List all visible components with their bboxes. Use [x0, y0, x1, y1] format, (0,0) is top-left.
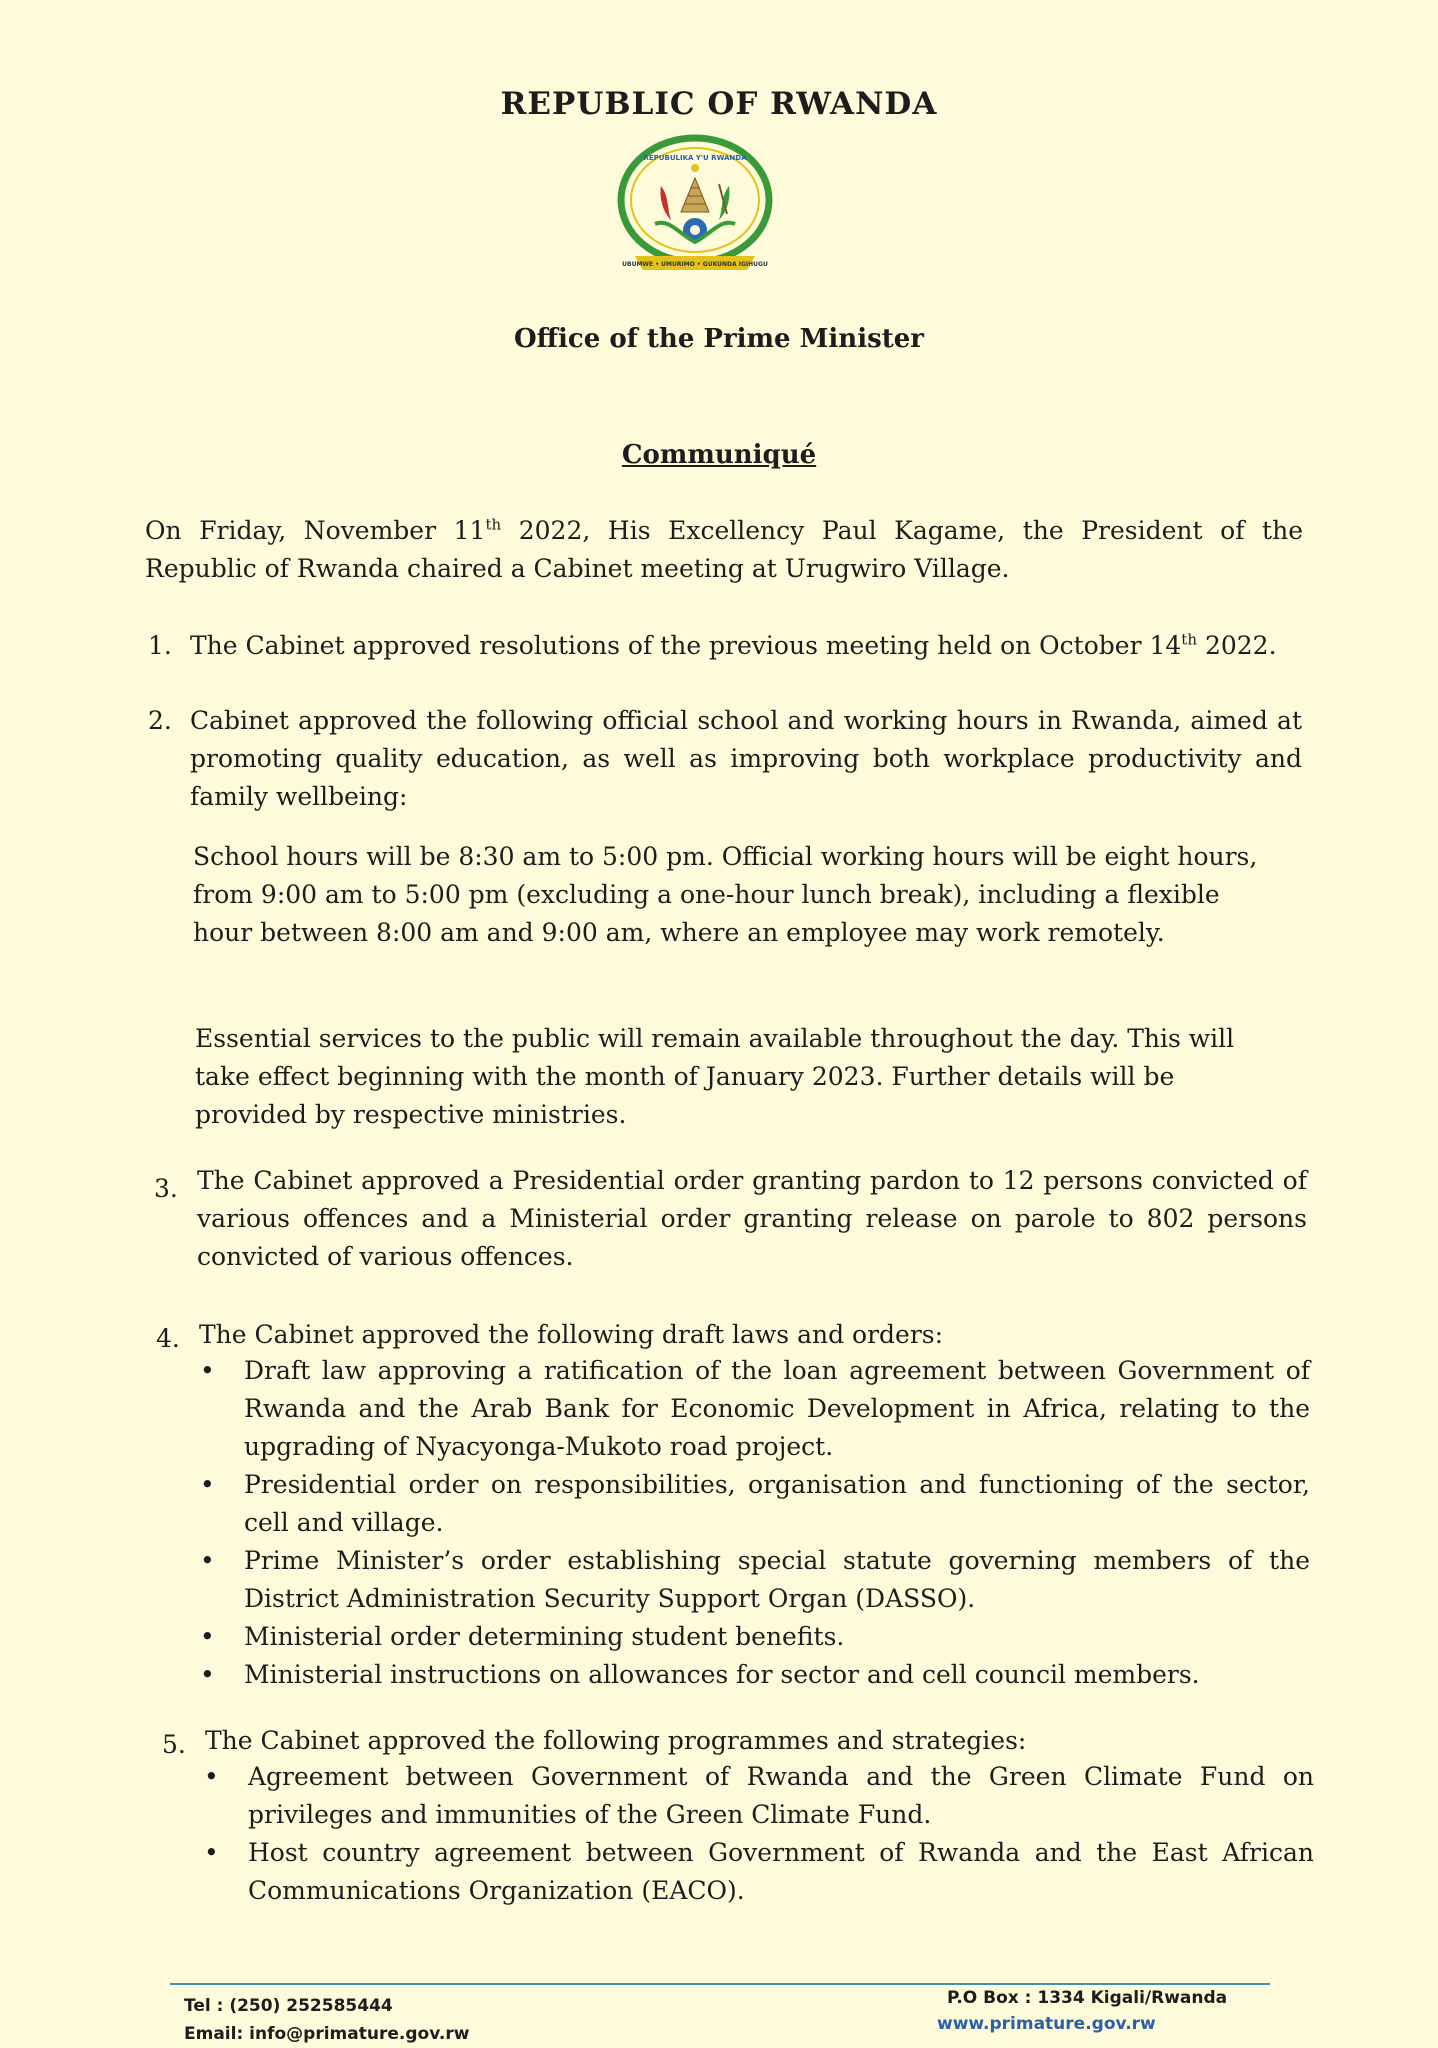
list-item: • Presidential order on responsibilities, organisation and functioning of the sector, cell and village.: [198, 1466, 1310, 1542]
item-4-number: 4.: [156, 1324, 180, 1353]
footer-tel: Tel : (250) 252585444: [184, 1996, 393, 2016]
footer-web: www.primature.gov.rw: [937, 2014, 1156, 2034]
emblem-top-text: REPUBULIKA Y'U RWANDA: [643, 154, 747, 162]
list-item: • Prime Minister’s order establishing special statute governing members of the District Administration Security Support Organ (DASSO).: [198, 1542, 1310, 1618]
list-item: • Host country agreement between Government of Rwanda and the East African Communications Organization (EACO).: [202, 1834, 1314, 1910]
item-2-text: Cabinet approved the following official school and working hours in Rwanda, aimed at promoting quality education, as well as improving both workplace productivity and family wellbeing:: [190, 706, 1302, 811]
list-item: • Draft law approving a ratification of the loan agreement between Government of Rwanda and the Arab Bank for Economic Development in Africa, relating to the upgrading of Nyacyonga-Mukoto road project.: [198, 1352, 1310, 1466]
item-1-text: The Cabinet approved resolutions of the previous meeting held on October 14th 2022.: [190, 630, 1277, 660]
intro-paragraph: On Friday, November 11th 2022, His Excellency Paul Kagame, the President of the Republic of Rwanda chaired a Cabinet meeting at Urugwiro Village.: [145, 515, 1303, 583]
list-item: • Ministerial instructions on allowances for sector and cell council members.: [198, 1656, 1310, 1694]
country-heading: REPUBLIC OF RWANDA: [500, 86, 938, 122]
office-heading: Office of the Prime Minister: [514, 324, 924, 354]
rwanda-emblem-icon: [615, 134, 775, 282]
emblem-motto: UBUMWE • UMURIMO • GUKUNDA IGIHUGU: [622, 261, 768, 268]
footer-pobox: P.O Box : 1334 Kigali/Rwanda: [947, 1988, 1228, 2008]
footer-email: Email: info@primature.gov.rw: [184, 2024, 470, 2044]
list-item: • Agreement between Government of Rwanda and the Green Climate Fund on privileges and immunities of the Green Climate Fund.: [202, 1758, 1314, 1834]
list-item: • Ministerial order determining student benefits.: [198, 1618, 1310, 1656]
item-1-number: 1.: [148, 631, 172, 660]
item-4-text: The Cabinet approved the following draft laws and orders:: [199, 1320, 944, 1349]
item-2-paragraph-2: Essential services to the public will remain available throughout the day. This will take effect beginning with the month of January 2023. Further details will be provided by respective ministries.: [195, 1024, 1235, 1129]
item-5-number: 5.: [162, 1730, 186, 1759]
footer-divider: [170, 1983, 1270, 1985]
item-2-number: 2.: [148, 706, 172, 735]
item-4-bullet-list: [198, 1352, 1310, 1694]
item-3-number: 3.: [154, 1174, 178, 1203]
item-5-text: The Cabinet approved the following programmes and strategies:: [205, 1726, 1027, 1755]
document-title: Communiqué: [621, 440, 817, 470]
item-5-bullet-list: [202, 1758, 1314, 1910]
item-3-text: The Cabinet approved a Presidential order granting pardon to 12 persons convicted of various offences and a Ministerial order granting release on parole to 802 persons convicted of various offences.: [197, 1166, 1307, 1271]
item-2-paragraph-1: School hours will be 8:30 am to 5:00 pm. Official working hours will be eight hours, from 9:00 am to 5:00 pm (excluding a one-hour lunch break), including a flexible hour between 8:00 am and 9:00 am, where an employee may work remotely.: [193, 842, 1258, 947]
